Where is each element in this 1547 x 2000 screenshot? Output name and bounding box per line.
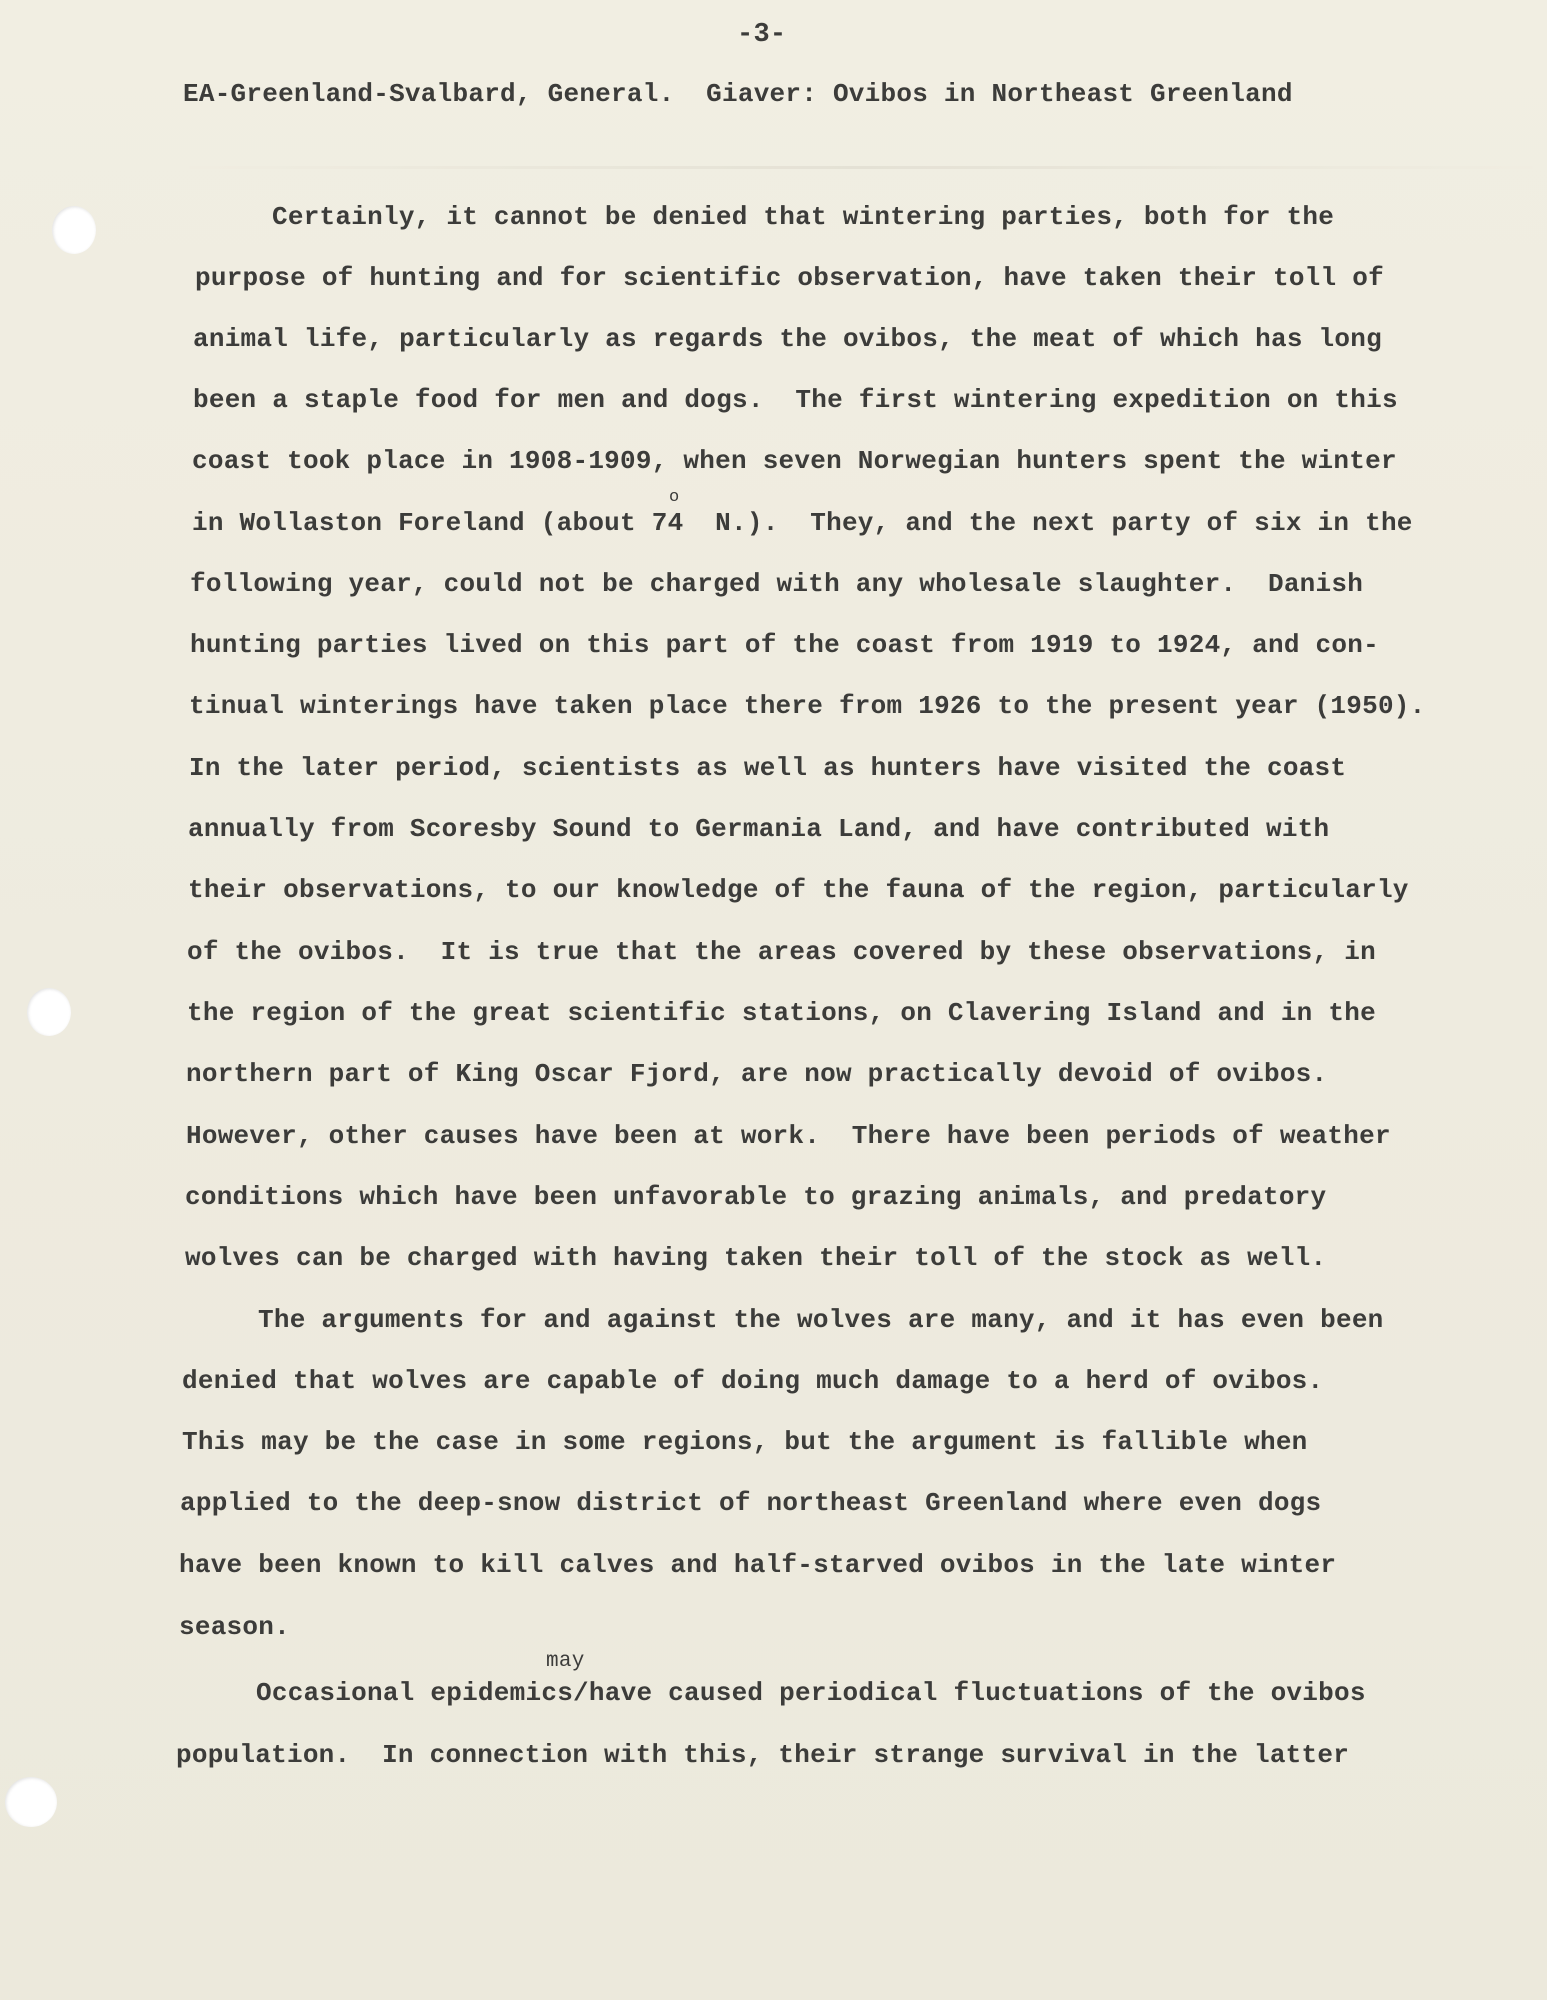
paragraph-1-line-7: following year, could not be charged with any wholesale slaughter. Danish [190, 569, 1364, 599]
paragraph-1-line-5: coast took place in 1908-1909, when seven Norwegian hunters spent the winter [192, 446, 1397, 476]
paragraph-1-line-4: been a staple food for men and dogs. The first wintering expedition on this [193, 385, 1398, 415]
paragraph-1-line-9: tinual winterings have taken place there from 1926 to the present year (1950). [189, 691, 1426, 721]
paragraph-1-line-3: animal life, particularly as regards the ovibos, the meat of which has long [193, 324, 1382, 354]
paragraph-1-line-13: of the ovibos. It is true that the areas covered by these observations, in [187, 937, 1376, 967]
paragraph-2-line-5: have been known to kill calves and half-starved ovibos in the late winter [179, 1550, 1337, 1580]
punch-hole-bottom [5, 1777, 57, 1827]
paragraph-1-line-1: Certainly, it cannot be denied that wintering parties, both for the [272, 202, 1335, 232]
paragraph-1-line-6: in Wollaston Foreland (about 74 N.). They, and the next party of six in the [192, 508, 1413, 538]
paragraph-1-line-16: However, other causes have been at work. There have been periods of weather [186, 1121, 1391, 1151]
paragraph-1-line-8: hunting parties lived on this part of the coast from 1919 to 1924, and con- [190, 630, 1379, 660]
paragraph-1-line-18: wolves can be charged with having taken their toll of the stock as well. [185, 1243, 1327, 1273]
paragraph-2-line-4: applied to the deep-snow district of northeast Greenland where even dogs [180, 1488, 1322, 1518]
paragraph-1-line-11: annually from Scoresby Sound to Germania Land, and have contributed with [188, 814, 1330, 844]
punch-hole-middle [27, 988, 71, 1036]
paragraph-1-line-14: the region of the great scientific stations, on Clavering Island and in the [187, 998, 1376, 1028]
paragraph-2-line-2: denied that wolves are capable of doing much damage to a herd of ovibos. [182, 1366, 1324, 1396]
paragraph-1-line-12: their observations, to our knowledge of the fauna of the region, particularly [188, 875, 1409, 905]
paragraph-2-line-1: The arguments for and against the wolves are many, and it has even been [258, 1305, 1384, 1335]
paragraph-1-line-17: conditions which have been unfavorable to grazing animals, and predatory [185, 1182, 1327, 1212]
paragraph-3-line-1: Occasional epidemics/have caused periodical fluctuations of the ovibos [256, 1678, 1366, 1708]
degree-mark: o [669, 488, 680, 507]
paragraph-1-line-10: In the later period, scientists as well as hunters have visited the coast [189, 753, 1347, 783]
paragraph-3-line-2: population. In connection with this, their strange survival in the latter [176, 1740, 1350, 1770]
page-fold-shadow [175, 166, 1547, 169]
document-header: EA-Greenland-Svalbard, General. Giaver: Ovibos in Northeast Greenland [183, 79, 1293, 109]
paragraph-2-line-3: This may be the case in some regions, but the argument is fallible when [182, 1427, 1308, 1457]
paragraph-1-line-15: northern part of King Oscar Fjord, are now practically devoid of ovibos. [186, 1059, 1328, 1089]
punch-hole-top [52, 206, 96, 254]
page-number: -3- [737, 20, 787, 50]
handwritten-insertion: may [546, 1650, 585, 1673]
paragraph-1-line-2: purpose of hunting and for scientific observation, have taken their toll of [195, 263, 1384, 293]
paragraph-2-line-6: season. [179, 1612, 290, 1642]
